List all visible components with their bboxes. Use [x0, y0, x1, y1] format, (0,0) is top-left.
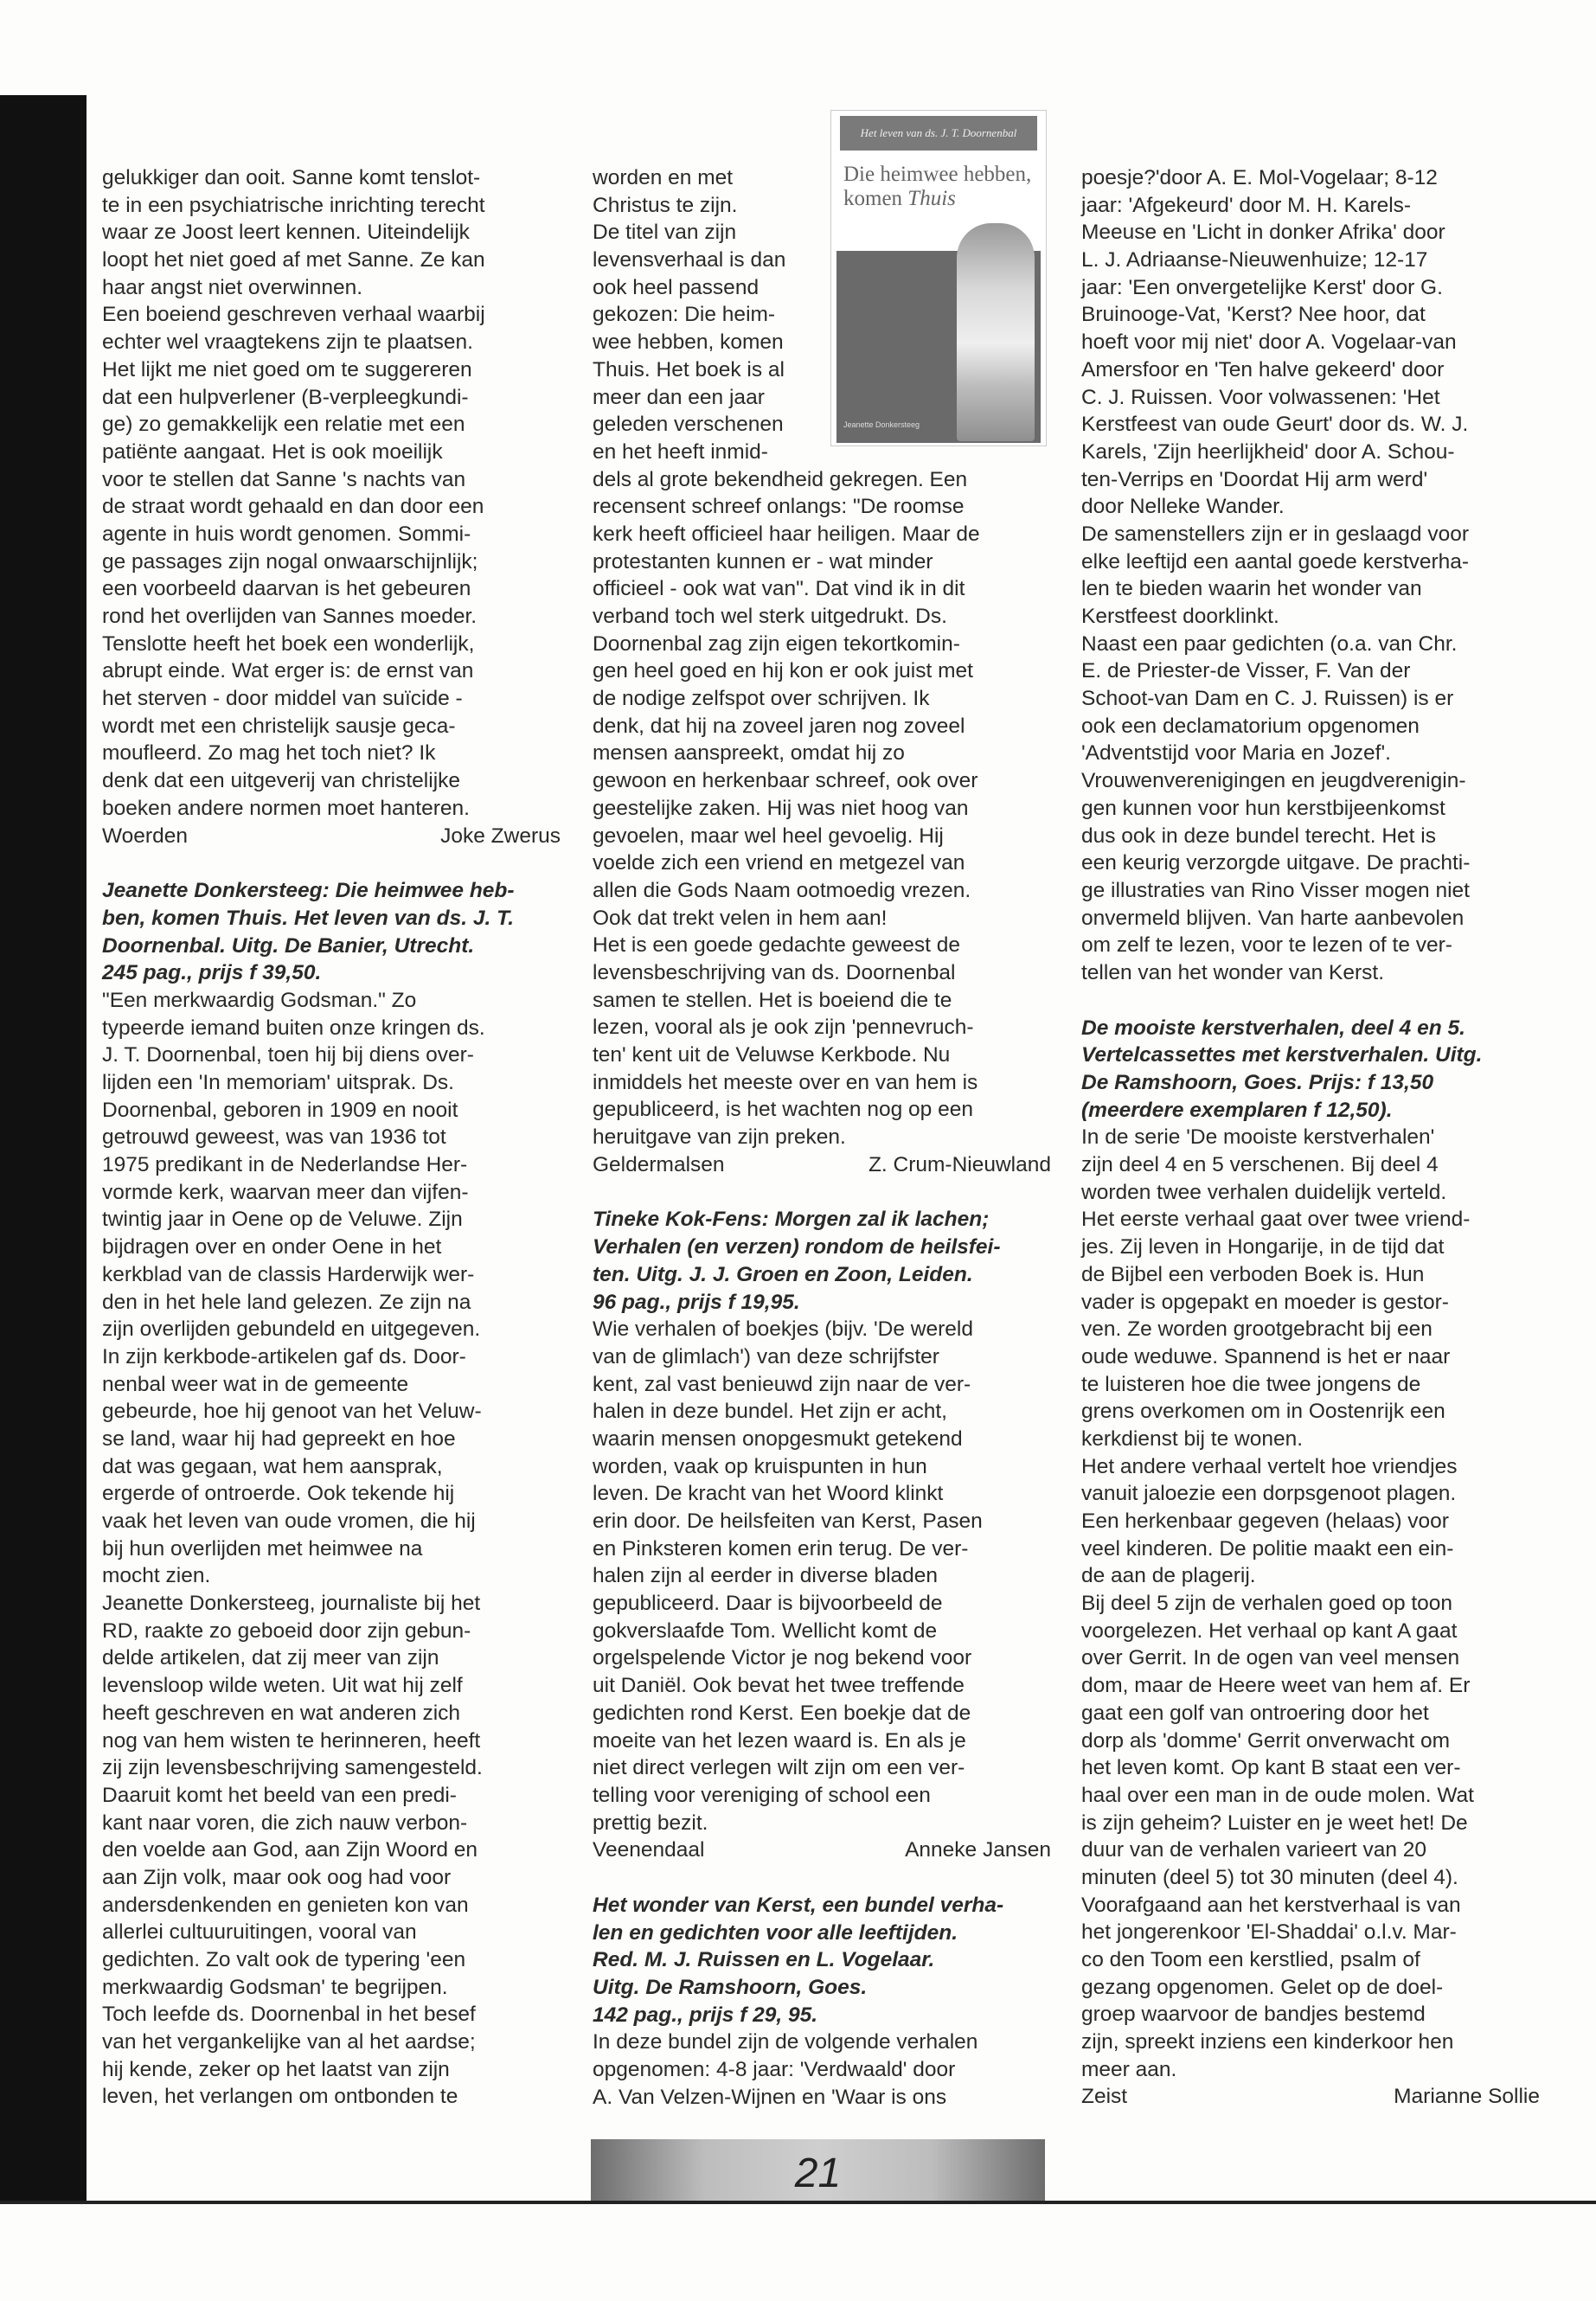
text-line: gaat een golf van ontroering door het — [1081, 1701, 1429, 1725]
text-line: waar ze Joost leert kennen. Uiteindelijk — [102, 221, 470, 245]
text-line: Toch leefde ds. Doornenbal in het besef — [102, 2003, 476, 2027]
text-line: In de serie 'De mooiste kerstverhalen' — [1081, 1125, 1435, 1150]
text-line: De titel van zijn — [593, 221, 737, 245]
text-line: jaar: 'Een onvergetelijke Kerst' door G. — [1081, 275, 1443, 299]
text-line: elke leeftijd een aantal goede kerstverha- — [1081, 549, 1470, 574]
text-line: levensverhaal is dan — [593, 248, 786, 272]
text-line: tellen van het wonder van Kerst. — [1081, 960, 1385, 984]
text-line: Karels, 'Zijn heerlijkheid' door A. Schou- — [1081, 439, 1455, 464]
text-line: mocht zien. — [102, 1564, 211, 1588]
text-line: typeerde iemand buiten onze kringen ds. — [102, 1016, 485, 1040]
text-line: Bij deel 5 zijn de verhalen goed op toon — [1081, 1592, 1453, 1616]
text-line: het sterven - door middel van suïcide - — [102, 687, 463, 711]
text-line: Doornenbal. Uitg. De Banier, Utrecht. — [102, 933, 475, 958]
reviewer-place: Zeist — [1081, 2085, 1128, 2109]
text-line: vaak het leven van oude vromen, die hij — [102, 1509, 476, 1533]
text-line: om zelf te lezen, voor te lezen of te ver- — [1081, 933, 1452, 958]
text-line: de Bijbel een verboden Boek is. Hun — [1081, 1262, 1425, 1286]
text-line: voorgelezen. Het verhaal op kant A gaat — [1081, 1618, 1458, 1643]
text-line: over Gerrit. In de ogen van veel mensen — [1081, 1646, 1460, 1670]
text-line: dels al grote bekendheid gekregen. Een — [593, 467, 968, 491]
text-line: levensbeschrijving van ds. Doornenbal — [593, 960, 956, 984]
text-line: de straat wordt gehaald en dan door een — [102, 495, 484, 519]
body-text — [102, 987, 561, 2111]
text-line: delde artikelen, dat zij meer van zijn — [102, 1646, 439, 1670]
text-line: allerlei cultuuruitingen, vooral van — [102, 1920, 417, 1945]
text-line: orgelspelende Victor je nog bekend voor — [593, 1646, 972, 1670]
text-line: van het vergankelijke van al het aardse; — [102, 2030, 476, 2054]
text-line: len en gedichten voor alle leeftijden. — [593, 1920, 958, 1945]
reviewer-name: Marianne Sollie — [1394, 2085, 1540, 2109]
text-line: en Pinksteren komen erin terug. De ver- — [593, 1536, 969, 1561]
text-line: is zijn geheim? Luister en je weet het! De — [1081, 1811, 1468, 1835]
text-line: niet direct verlegen wilt zijn om een ver- — [593, 1756, 965, 1780]
text-line: ge passages zijn nogal onwaarschijnlijk; — [102, 549, 478, 574]
text-line: Doornenbal zag zijn eigen tekortkomin- — [593, 631, 960, 656]
text-line: protestanten kunnen er - wat minder — [593, 549, 933, 574]
text-line: kent, zal vast benieuwd zijn naar de ver- — [593, 1372, 971, 1396]
text-line: haal over een man in de oude molen. Wat — [1081, 1783, 1474, 1807]
text-line: en het heeft inmid- — [593, 439, 768, 464]
review-signature — [593, 1836, 1051, 1864]
text-line: In zijn kerkbode-artikelen gaf ds. Door- — [102, 1344, 466, 1368]
text-line: dat was gegaan, wat hem aansprak, — [102, 1454, 443, 1478]
text-line: Een herkenbaar gegeven (helaas) voor — [1081, 1509, 1449, 1533]
text-line: Het lijkt me niet goed om te suggereren — [102, 357, 472, 381]
text-line: zijn, spreekt inziens een kinderkoor hen — [1081, 2030, 1454, 2054]
text-line: kant naar voren, die zich nauw verbon- — [102, 1811, 468, 1835]
text-line: De Ramshoorn, Goes. Prijs: f 13,50 — [1081, 1071, 1434, 1094]
text-line: ook heel passend — [593, 275, 760, 299]
text-line: nenbal weer wat in de gemeente — [102, 1372, 409, 1396]
paragraph-gap — [593, 1178, 1051, 1206]
text-line: 1975 predikant in de Nederlandse Her- — [102, 1153, 468, 1177]
cover-statue-photo — [957, 223, 1035, 441]
text-line: kerk heeft officieel haar heiligen. Maar de — [593, 522, 980, 546]
body-text — [593, 2029, 1051, 2111]
text-line: grens overkomen om in Oostenrijk een — [1081, 1400, 1445, 1424]
text-line: lijden een 'In memoriam' uitsprak. Ds. — [102, 1071, 454, 1094]
text-line: gekozen: Die heim- — [593, 303, 776, 327]
text-line: patiënte aangaat. Het is ook moeilijk — [102, 439, 443, 464]
text-line: het jongerenkoor 'El-Shaddai' o.l.v. Mar- — [1081, 1920, 1457, 1945]
text-line: 'Adventstijd voor Maria en Jozef'. — [1081, 741, 1391, 766]
text-line: worden twee verhalen duidelijk verteld. — [1081, 1180, 1447, 1204]
text-line: de aan de plagerij. — [1081, 1564, 1256, 1588]
text-line: de nodige zelfspot over schrijven. Ik — [593, 687, 930, 711]
text-line: waarin mensen onopgesmukt getekend — [593, 1426, 963, 1451]
text-line: ook een declamatorium opgenomen — [1081, 714, 1420, 738]
text-line: gen kunnen voor hun kerstbijeenkomst — [1081, 796, 1445, 820]
text-line: inmiddels het meeste over en van hem is — [593, 1070, 978, 1094]
text-line: 96 pag., prijs f 19,95. — [593, 1290, 800, 1314]
text-line: Wie verhalen of boekjes (bijv. 'De wereld — [593, 1317, 973, 1342]
text-line: oude weduwe. Spannend is het er naar — [1081, 1344, 1451, 1368]
text-line: vanuit jaloezie een dorpsgenoot plagen. — [1081, 1482, 1457, 1506]
text-line: gokverslaafde Tom. Wellicht komt de — [593, 1618, 938, 1643]
column-2 — [593, 164, 1051, 2111]
text-line: vormde kerk, waarvan meer dan vijfen- — [102, 1180, 469, 1204]
text-line: recensent schreef onlangs: "De roomse — [593, 495, 965, 519]
text-line: dat een hulpverlener (B-verpleegkundi- — [102, 385, 469, 409]
text-line: gelukkiger dan ooit. Sanne komt tenslot- — [102, 166, 481, 189]
text-line: poesje?'door A. E. Mol-Vogelaar; 8-12 — [1081, 166, 1438, 189]
review-signature — [593, 1151, 1051, 1179]
reviewer-place: Veenendaal — [593, 1838, 705, 1862]
text-line: prettig bezit. — [593, 1811, 708, 1835]
text-line: Doornenbal, geboren in 1909 en nooit — [102, 1098, 458, 1122]
text-line: halen in deze bundel. Het zijn er acht, — [593, 1400, 947, 1424]
text-line: hij kende, zeker op het laatst van zijn — [102, 2057, 450, 2081]
text-line: lezen, vooral als je ook zijn 'pennevruch- — [593, 1016, 974, 1040]
text-line: te luisteren hoe die twee jongens de — [1081, 1372, 1421, 1396]
text-line: ben, komen Thuis. Het leven van ds. J. T. — [102, 906, 515, 930]
text-line: 142 pag., prijs f 29, 95. — [593, 2003, 818, 2027]
text-line: Het andere verhaal vertelt hoe vriendjes — [1081, 1454, 1458, 1478]
text-line: gen heel goed en hij kon er ook juist met — [593, 659, 973, 683]
text-line: Kerstfeest doorklinkt. — [1081, 605, 1279, 628]
text-line: Tenslotte heeft het boek een wonderlijk, — [102, 631, 475, 656]
text-line: ven. Ze worden grootgebracht bij een — [1081, 1317, 1433, 1342]
text-line: Vertelcassettes met kerstverhalen. Uitg. — [1081, 1043, 1483, 1067]
text-line: van de glimlach') van deze schrijfster — [593, 1344, 939, 1368]
text-line: het leven komt. Op kant B staat een ver- — [1081, 1756, 1461, 1780]
text-line: Het eerste verhaal gaat over twee vriend- — [1081, 1208, 1471, 1232]
column-1 — [102, 164, 561, 2111]
text-line: Schoot-van Dam en C. J. Ruissen) is er — [1081, 687, 1454, 711]
text-line: len te bieden waarin het wonder van — [1081, 577, 1422, 601]
text-line: De samenstellers zijn er in geslaagd voor — [1081, 522, 1470, 546]
text-line: agente in huis wordt genomen. Sommi- — [102, 522, 471, 546]
text-line: echter wel vraagtekens zijn te plaatsen. — [102, 330, 473, 355]
text-line: zijn deel 4 en 5 verschenen. Bij deel 4 — [1081, 1153, 1439, 1177]
text-line: Tineke Kok-Fens: Morgen zal ik lachen; — [593, 1208, 990, 1232]
text-line: meer dan een jaar — [593, 385, 765, 409]
text-line: officieel - ook wat van". Dat vind ik in dit — [593, 577, 965, 601]
text-line: halen zijn al eerder in diverse bladen — [593, 1564, 939, 1588]
bottom-rule — [0, 2201, 1596, 2204]
text-line: co den Toom een kerstlied, psalm of — [1081, 1948, 1420, 1971]
scan-edge — [0, 95, 87, 2204]
body-text — [1081, 164, 1540, 987]
text-line: Voorafgaand aan het kerstverhaal is van — [1081, 1893, 1461, 1917]
review-heading — [593, 1892, 1051, 2029]
text-line: nog van hem wisten te herinneren, heeft — [102, 1728, 481, 1753]
text-line: door Nelleke Wander. — [1081, 495, 1285, 519]
text-line: De mooiste kerstverhalen, deel 4 en 5. — [1081, 1016, 1465, 1040]
text-line: bij hun overlijden met heimwee na — [102, 1536, 423, 1561]
text-line: Het wonder van Kerst, een bundel verha- — [593, 1893, 1004, 1917]
text-line: jes. Zij leven in Hongarije, in de tijd dat — [1081, 1235, 1445, 1259]
text-line: Jeanette Donkersteeg, journaliste bij het — [102, 1592, 481, 1616]
review-signature — [102, 823, 561, 850]
text-line: ge) zo gemakkelijk een relatie met een — [102, 413, 465, 437]
text-line: abrupt einde. Wat erger is: de ernst van — [102, 659, 474, 683]
text-line: boeken andere normen moet hanteren. — [102, 796, 470, 820]
reviewer-place: Geldermalsen — [593, 1152, 725, 1176]
text-line: gebeurde, hoe hij genoot van het Veluw- — [102, 1400, 482, 1424]
text-line: ge illustraties van Rino Visser mogen niet — [1081, 878, 1470, 902]
text-line: veel kinderen. De politie maakt een ein- — [1081, 1536, 1454, 1561]
text-line: ergerde of ontroerde. Ook tekende hij — [102, 1482, 455, 1506]
text-line: leven, het verlangen om ontbonden te — [102, 2085, 458, 2109]
text-line: gepubliceerd, is het wachten nog op een — [593, 1098, 973, 1122]
text-line: wee hebben, komen — [593, 330, 784, 355]
text-line: dom, maar de Heere weet van hem af. Er — [1081, 1674, 1471, 1698]
text-line: minuten (deel 5) tot 30 minuten (deel 4). — [1081, 1865, 1458, 1889]
text-line: leven. De kracht van het Woord klinkt — [593, 1482, 944, 1506]
review-heading — [102, 877, 561, 987]
reviewer-name: Z. Crum-Nieuwland — [868, 1152, 1051, 1176]
text-line: dorp als 'domme' Gerrit onverwacht om — [1081, 1728, 1451, 1753]
paragraph-gap — [102, 849, 561, 877]
text-line: allen die Gods Naam ootmoedig vrezen. — [593, 878, 971, 902]
text-line: wordt met een christelijk sausje geca- — [102, 714, 456, 738]
text-line: een voorbeeld daarvan is het gebeuren — [102, 577, 471, 601]
text-line: meer aan. — [1081, 2057, 1177, 2081]
text-line: onvermeld blijven. Van harte aanbevolen — [1081, 906, 1465, 930]
text-line: bijdragen over en onder Oene in het — [102, 1235, 442, 1259]
text-line: Verhalen (en verzen) rondom de heilsfei- — [593, 1235, 1001, 1259]
text-line: Christus te zijn. — [593, 193, 738, 217]
text-line: samen te stellen. Het is boeiend die te — [593, 988, 952, 1012]
text-line: heruitgave van zijn preken. — [593, 1125, 846, 1150]
text-line: C. J. Ruissen. Voor volwassenen: 'Het — [1081, 385, 1440, 409]
text-line: gedichten. Zo valt ook de typering 'een — [102, 1948, 466, 1971]
cover-title-italic: Thuis — [907, 187, 956, 210]
text-line: Red. M. J. Ruissen en L. Vogelaar. — [593, 1948, 935, 1972]
text-line: zijn overlijden gebundeld en uitgegeven. — [102, 1317, 481, 1342]
text-line: den in het hele land gelezen. Ze zijn na — [102, 1290, 471, 1314]
text-line: Ook dat trekt velen in hem aan! — [593, 906, 888, 930]
text-line: voelde zich een vriend en metgezel van — [593, 851, 965, 875]
text-line: ten-Verrips en 'Doordat Hij arm werd' — [1081, 467, 1428, 491]
text-line: voor te stellen dat Sanne 's nachts van — [102, 467, 466, 491]
text-line: aan Zijn volk, maar ook oog had voor — [102, 1865, 452, 1889]
text-line: erin door. De heilsfeiten van Kerst, Pasen — [593, 1509, 983, 1533]
reviewer-name: Anneke Jansen — [905, 1838, 1051, 1862]
text-line: rond het overlijden van Sannes moeder. — [102, 605, 478, 628]
text-line: dus ook in deze bundel terecht. Het is — [1081, 824, 1436, 848]
text-line: kerkdienst bij te wonen. — [1081, 1426, 1304, 1451]
text-line: gedichten rond Kerst. Een boekje dat de — [593, 1701, 971, 1725]
text-line: Naast een paar gedichten (o.a. van Chr. — [1081, 631, 1458, 656]
text-line: heeft geschreven en wat anderen zich — [102, 1701, 461, 1725]
text-line: jaar: 'Afgekeurd' door M. H. Karels- — [1081, 193, 1412, 217]
book-cover-image — [830, 110, 1047, 446]
text-line: zij zijn levensbeschrijving samengesteld. — [102, 1756, 483, 1780]
text-line: gevoelen, maar wel heel gevoelig. Hij — [593, 824, 944, 848]
text-line: Jeanette Donkersteeg: Die heimwee heb- — [102, 879, 515, 903]
reviewer-name: Joke Zwerus — [440, 824, 561, 848]
text-line: se land, waar hij had gepreekt en hoe — [102, 1426, 456, 1451]
text-line: telling voor vereniging of school een — [593, 1783, 931, 1807]
text-line: J. T. Doornenbal, toen hij bij diens over- — [102, 1043, 474, 1067]
text-line: (meerdere exemplaren f 12,50). — [1081, 1098, 1393, 1122]
text-line: uit Daniël. Ook bevat het twee treffende — [593, 1674, 965, 1698]
text-line: E. de Priester-de Visser, F. Van der — [1081, 659, 1411, 683]
text-line: Vrouwenverenigingen en jeugdverenigin- — [1081, 769, 1466, 793]
text-line: denk dat een uitgeverij van christelijke — [102, 769, 461, 793]
body-text — [593, 1316, 1051, 1836]
text-line: moufleerd. Zo mag het toch niet? Ik — [102, 741, 436, 766]
text-line: groep waarvoor de bandjes bestemd — [1081, 2003, 1426, 2027]
text-line: opgenomen: 4-8 jaar: 'Verdwaald' door — [593, 2058, 956, 2082]
body-text — [1081, 1124, 1540, 2083]
text-line: haar angst niet overwinnen. — [102, 275, 362, 299]
cover-title — [843, 163, 1031, 211]
reviewer-place: Woerden — [102, 824, 188, 848]
review-heading — [593, 1206, 1051, 1316]
text-line: loopt het niet goed af met Sanne. Ze kan — [102, 248, 485, 272]
paragraph-gap — [593, 1864, 1051, 1892]
text-line: Thuis. Het boek is al — [593, 357, 785, 381]
paragraph-gap — [1081, 987, 1540, 1015]
cover-title-line2: komen — [843, 187, 908, 210]
text-line: denk, dat hij na zoveel jaren nog zoveel — [593, 714, 965, 738]
text-line: Het is een goede gedachte geweest de — [593, 933, 960, 958]
text-line: geestelijke zaken. Hij was niet hoog van — [593, 796, 969, 820]
text-line: te in een psychiatrische inrichting terecht — [102, 193, 485, 217]
text-line: verband toch wel sterk uitgedrukt. Ds. — [593, 605, 947, 628]
text-line: andersdenkenden en genieten kon van — [102, 1893, 469, 1917]
text-line: merkwaardig Godsman' te begrijpen. — [102, 1975, 448, 1999]
text-line: Amersfoor en 'Ten halve gekeerd' door — [1081, 357, 1445, 381]
text-line: duur van de verhalen varieert van 20 — [1081, 1838, 1427, 1862]
column-3 — [1081, 164, 1540, 2111]
text-line: gepubliceerd. Daar is bijvoorbeeld de — [593, 1592, 943, 1616]
text-line: den voelde aan God, aan Zijn Woord en — [102, 1838, 478, 1862]
text-line: vader is opgepakt en moeder is gestor- — [1081, 1290, 1449, 1314]
text-line: A. Van Velzen-Wijnen en 'Waar is ons — [593, 2085, 947, 2109]
text-line: mensen aanspreekt, omdat hij zo — [593, 741, 905, 766]
text-line: levensloop wilde weten. Uit wat hij zelf — [102, 1674, 463, 1698]
text-line: kerkblad van de classis Harderwijk wer- — [102, 1262, 475, 1286]
text-line: Meeuse en 'Licht in donker Afrika' door — [1081, 221, 1445, 245]
review-heading — [1081, 1015, 1540, 1125]
text-line: hoeft voor mij niet' door A. Vogelaar-van — [1081, 330, 1457, 355]
text-line: moeite van het lezen waard is. En als je — [593, 1728, 966, 1753]
page-number: 21 — [591, 2139, 1045, 2201]
text-line: ten. Uitg. J. J. Groen en Zoon, Leiden. — [593, 1262, 973, 1286]
text-line: In deze bundel zijn de volgende verhalen — [593, 2030, 978, 2054]
text-line: een keurig verzorgde uitgave. De prachti- — [1081, 851, 1471, 875]
body-text — [102, 164, 561, 823]
text-line: worden, vaak op kruispunten in hun — [593, 1454, 927, 1478]
text-line: ten' kent uit de Veluwse Kerkbode. Nu — [593, 1043, 951, 1067]
text-line: RD, raakte zo geboeid door zijn gebun- — [102, 1618, 471, 1643]
text-line: L. J. Adriaanse-Nieuwenhuize; 12-17 — [1081, 248, 1428, 272]
text-line: Bruinooge-Vat, 'Kerst? Nee hoor, dat — [1081, 303, 1426, 327]
cover-author: Jeanette Donkersteeg — [843, 420, 920, 429]
cover-title-line1: Die heimwee hebben, — [843, 163, 1032, 186]
text-line: Een boeiend geschreven verhaal waarbij — [102, 303, 485, 327]
text-line: Kerstfeest van oude Geurt' door ds. W. J. — [1081, 413, 1469, 437]
cover-series: Het leven van ds. J. T. Doornenbal — [840, 116, 1037, 151]
text-line: twintig jaar in Oene op de Veluwe. Zijn — [102, 1208, 463, 1232]
text-line: Uitg. De Ramshoorn, Goes. — [593, 1976, 868, 1999]
text-line: 245 pag., prijs f 39,50. — [102, 961, 322, 985]
text-line: gewoon en herkenbaar schreef, ook over — [593, 769, 978, 793]
text-line: geleden verschenen — [593, 413, 784, 437]
review-signature — [1081, 2083, 1540, 2111]
text-line: gezang opgenomen. Gelet op de doel- — [1081, 1975, 1444, 1999]
text-line: getrouwd geweest, was van 1936 tot — [102, 1125, 446, 1150]
text-line: "Een merkwaardig Godsman." Zo — [102, 988, 417, 1012]
text-line: Daaruit komt het beeld van een predi- — [102, 1783, 457, 1807]
text-line: worden en met — [593, 166, 734, 189]
